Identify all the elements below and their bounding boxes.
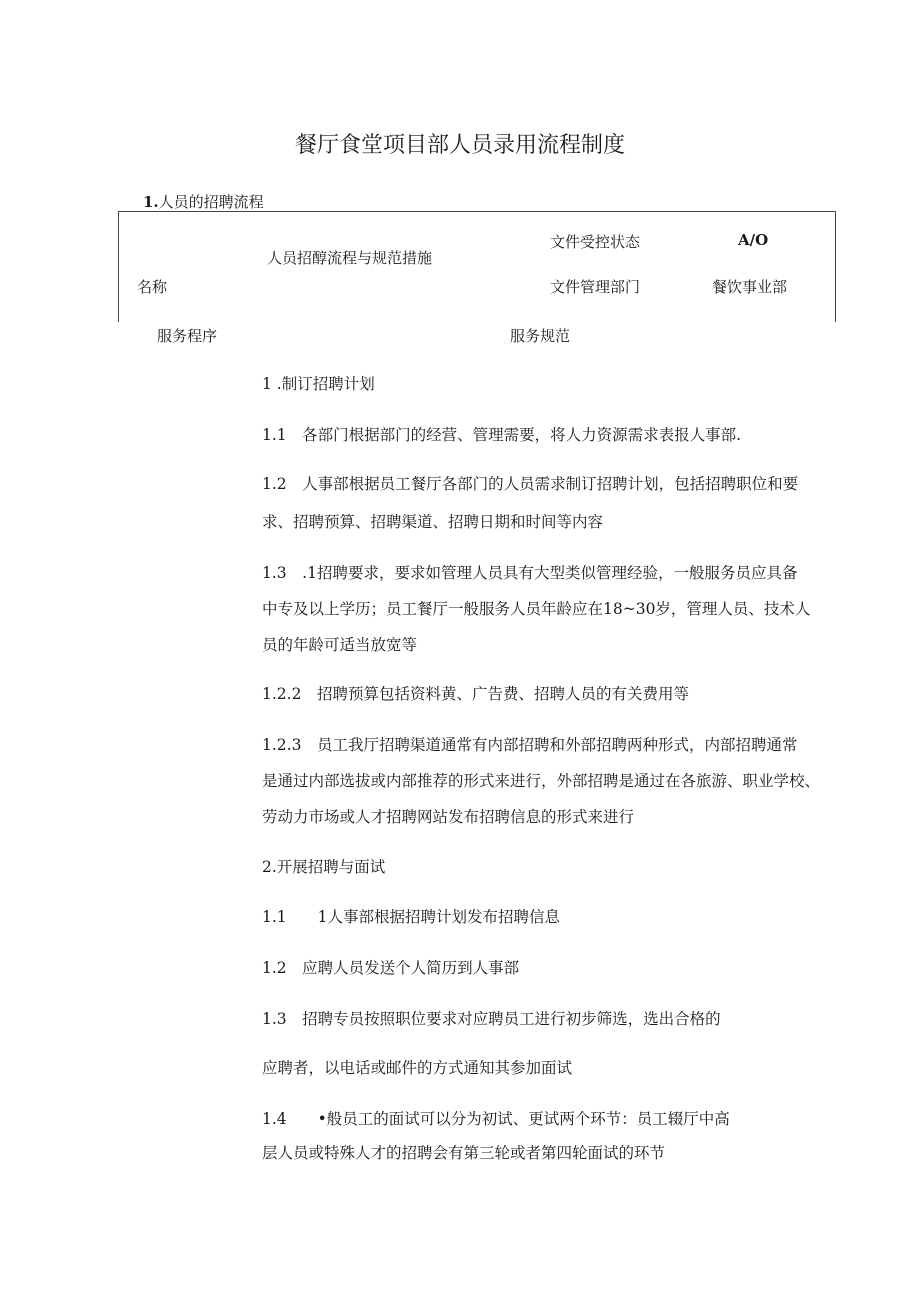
control-status-value: A/O xyxy=(738,231,769,249)
text-line: 劳动力市场或人才招聘网站发布招聘信息的形式来进行 xyxy=(262,808,635,826)
text-line: 应聘者，以电话或邮件的方式通知其参加面试 xyxy=(262,1059,573,1077)
text-line: 1.2 人事部根据员工餐厅各部门的人员需求制订招聘计划，包括招聘职位和要 xyxy=(262,475,799,493)
table-left-border xyxy=(118,211,119,322)
dept-label: 文件管理部门 xyxy=(550,278,641,296)
table-top-border xyxy=(118,211,836,212)
text-line: 员的年龄可适当放宽等 xyxy=(262,636,418,654)
section-heading xyxy=(143,191,264,212)
name-value: 人员招醇流程与规范措施 xyxy=(267,249,433,267)
text-line: 1.4 •般员工的面试可以分为初试、更试两个环节：员工辍厅中高 xyxy=(262,1110,730,1128)
name-label: 名称 xyxy=(137,278,168,296)
text-line: 1 .制订招聘计划 xyxy=(262,375,375,393)
table-right-border xyxy=(835,211,836,322)
column-header-procedure: 服务程序 xyxy=(157,327,218,345)
text-line: 1.2.2 招聘预算包括资料黄、广告费、招聘人员的有关费用等 xyxy=(262,685,689,703)
text-line: 1.1 1人事部根据招聘计划发布招聘信息 xyxy=(262,908,561,926)
text-line: 1.3 .1招聘要求，要求如管理人员具有大型类似管理经验，一般服务员应具备 xyxy=(262,564,798,582)
dept-value: 餐饮事业部 xyxy=(712,278,788,296)
column-header-standard: 服务规范 xyxy=(510,327,571,345)
text-line: 1.2.3 员工我厅招聘渠道通常有内部招聘和外部招聘两种形式，内部招聘通常 xyxy=(262,736,798,754)
text-line: 1.2 应聘人员发送个人简历到人事部 xyxy=(262,959,520,977)
text-line: 1.1 各部门根据部门的经营、管理需要，将人力资源需求表报人事部. xyxy=(262,426,742,444)
text-line: 是通过内部选拔或内部推荐的形式来进行，外部招聘是通过在各旅游、职业学校、 xyxy=(262,772,821,790)
text-line: 层人员或特殊人才的招聘会有第三轮或者第四轮面试的环节 xyxy=(262,1144,666,1162)
text-line: 2.开展招聘与面试 xyxy=(262,858,386,876)
section-label: 人员的招聘流程 xyxy=(158,193,264,211)
control-status-label: 文件受控状态 xyxy=(550,233,641,251)
document-title: 餐厅食堂项目部人员录用流程制度 xyxy=(294,133,625,158)
text-line: 中专及以上学历；员工餐厅一般服务人员年龄应在18~30岁，管理人员、技术人 xyxy=(262,600,811,618)
text-line: 求、招聘预算、招聘渠道、招聘日期和时间等内容 xyxy=(262,513,604,531)
section-number: 1. xyxy=(143,193,159,211)
text-line: 1.3 招聘专员按照职位要求对应聘员工进行初步筛选，选出合格的 xyxy=(262,1010,721,1028)
